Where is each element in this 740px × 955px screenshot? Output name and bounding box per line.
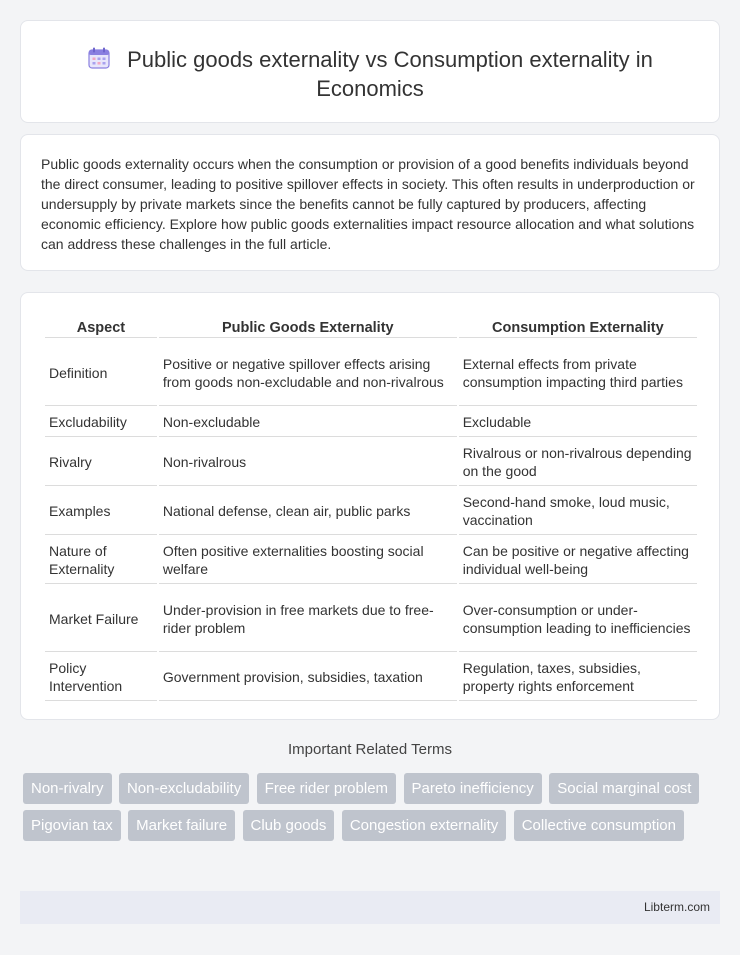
table-header-row — [45, 318, 697, 338]
tag-non-excludability[interactable]: Non-excludability — [119, 773, 249, 804]
row-public-goods: Often positive externalities boosting social welfare — [159, 537, 457, 584]
header-public-goods: Public Goods Externality — [159, 318, 457, 338]
row-public-goods: Non-rivalrous — [159, 439, 457, 486]
page-title-wrap — [21, 45, 719, 103]
related-terms-list — [23, 773, 723, 847]
row-consumption: Excludable — [459, 408, 697, 437]
row-consumption: Second-hand smoke, loud music, vaccination — [459, 488, 697, 535]
intro-paragraph: Public goods externality occurs when the consumption or provision of a good benefits individuals beyond the direct consumer, leading to positive spillover effects in society. This often results in underproduction or undersupply by private markets since the benefits cannot be fully captured by producers, affecting economic efficiency. Explore how public goods externalities impact resource allocation and what solutions can address these challenges in the full article. — [41, 156, 695, 252]
row-aspect: Rivalry — [45, 439, 157, 486]
footer-site-link[interactable]: Libterm.com — [643, 900, 710, 914]
row-public-goods: Non-excludable — [159, 408, 457, 437]
row-consumption: Regulation, taxes, subsidies, property rights enforcement — [459, 654, 697, 701]
table-row — [45, 340, 697, 406]
tag-free-rider-problem[interactable]: Free rider problem — [257, 773, 396, 804]
intro-card — [20, 134, 720, 271]
row-aspect: Definition — [45, 340, 157, 406]
table-row — [45, 439, 697, 486]
row-public-goods: Positive or negative spillover effects arising from goods non-excludable and non-rivalrous — [159, 340, 457, 406]
tag-collective-consumption[interactable]: Collective consumption — [514, 810, 684, 841]
header-consumption: Consumption Externality — [459, 318, 697, 338]
calendar-icon — [87, 46, 111, 70]
title-card — [20, 20, 720, 123]
tag-pareto-inefficiency[interactable]: Pareto inefficiency — [404, 773, 542, 804]
related-terms-heading: Important Related Terms — [288, 741, 452, 758]
comparison-table — [43, 316, 699, 703]
row-aspect: Examples — [45, 488, 157, 535]
row-aspect: Market Failure — [45, 586, 157, 652]
tag-market-failure[interactable]: Market failure — [128, 810, 235, 841]
footer — [20, 891, 720, 924]
row-aspect: Nature of Externality — [45, 537, 157, 584]
row-aspect: Excludability — [45, 408, 157, 437]
header-aspect: Aspect — [45, 318, 157, 338]
tag-congestion-externality[interactable]: Congestion externality — [342, 810, 506, 841]
table-row — [45, 408, 697, 437]
row-consumption: Can be positive or negative affecting individual well-being — [459, 537, 697, 584]
row-public-goods: National defense, clean air, public parks — [159, 488, 457, 535]
row-public-goods: Under-provision in free markets due to free-rider problem — [159, 586, 457, 652]
table-row — [45, 537, 697, 584]
page-title: Public goods externality vs Consumption externality in Economics — [127, 47, 653, 101]
row-aspect: Policy Intervention — [45, 654, 157, 701]
row-consumption: Over-consumption or under-consumption leading to inefficiencies — [459, 586, 697, 652]
tag-non-rivalry[interactable]: Non-rivalry — [23, 773, 112, 804]
table-row — [45, 488, 697, 535]
tag-pigovian-tax[interactable]: Pigovian tax — [23, 810, 121, 841]
tag-social-marginal-cost[interactable]: Social marginal cost — [549, 773, 699, 804]
row-consumption: External effects from private consumption impacting third parties — [459, 340, 697, 406]
row-consumption: Rivalrous or non-rivalrous depending on the good — [459, 439, 697, 486]
row-public-goods: Government provision, subsidies, taxation — [159, 654, 457, 701]
table-row — [45, 586, 697, 652]
tag-club-goods[interactable]: Club goods — [243, 810, 335, 841]
table-row — [45, 654, 697, 701]
comparison-card — [20, 292, 720, 720]
